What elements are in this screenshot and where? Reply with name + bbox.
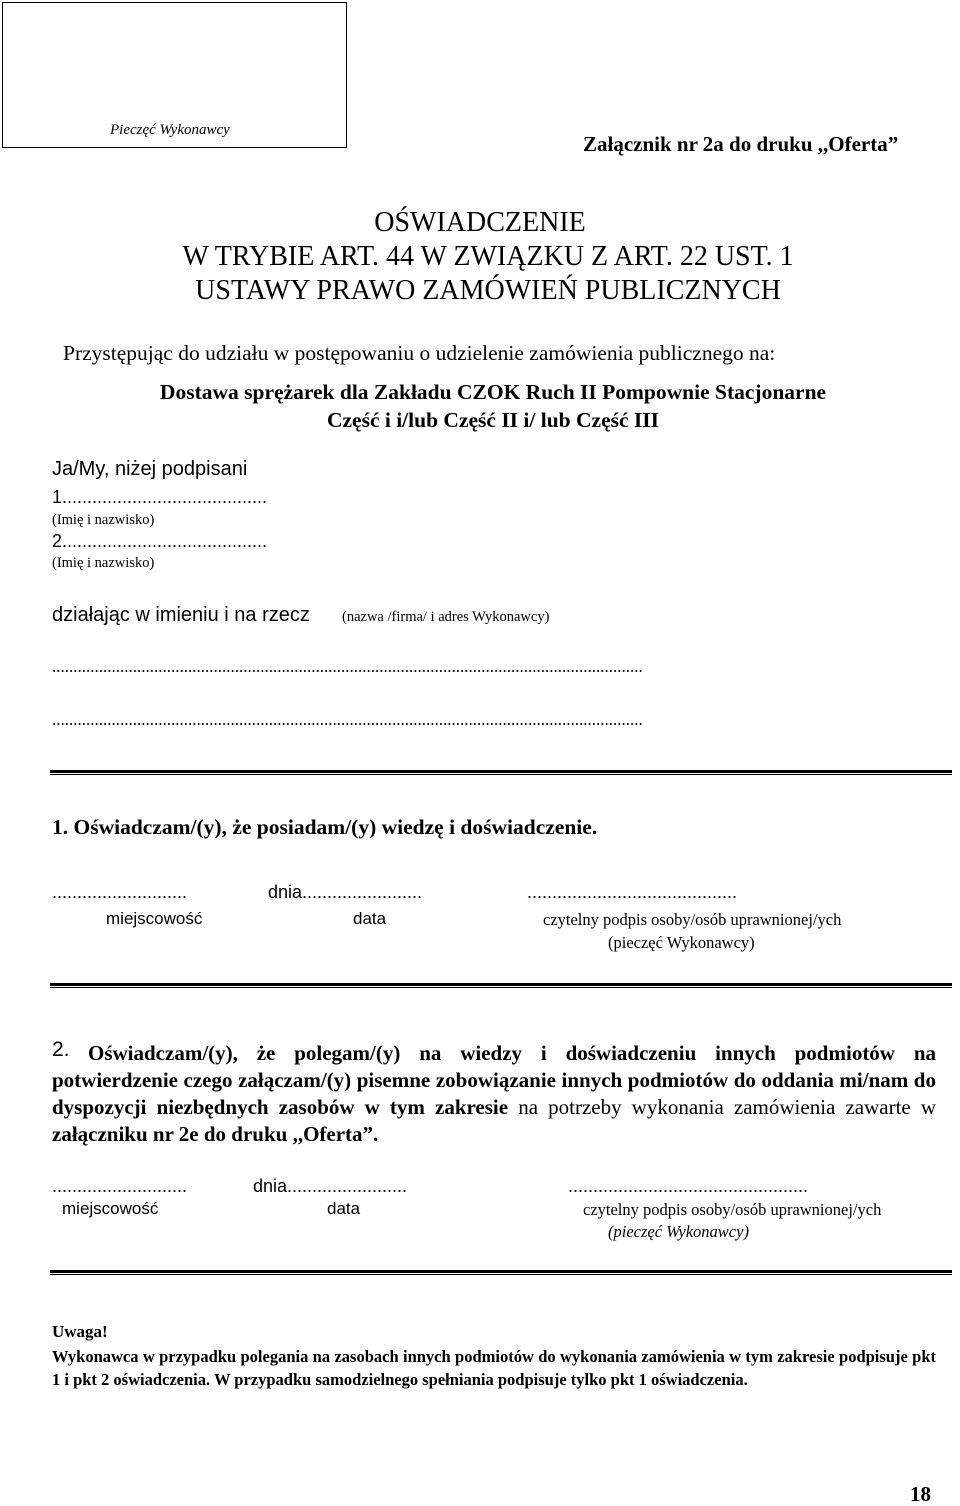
stamp-label: Pieczęć Wykonawcy bbox=[110, 122, 230, 138]
subject-line-1: Dostawa sprężarek dla Zakładu CZOK Ruch II Pompownie Stacjonarne bbox=[159, 380, 827, 404]
statement-1-signature-dots: .......................................... bbox=[527, 882, 738, 902]
statement-1-place-dots: ........................... bbox=[52, 882, 188, 902]
statement-2-date-label: data bbox=[327, 1199, 361, 1218]
signer-1-caption: (Imię i nazwisko) bbox=[52, 512, 155, 528]
signer-1-line: 1......................................... bbox=[52, 487, 268, 507]
statement-1-date-label: data bbox=[353, 909, 387, 928]
signer-2-line: 2......................................... bbox=[52, 531, 268, 551]
subject-line-2: Część i i/lub Część II i/ lub Część III bbox=[326, 408, 660, 432]
statement-1-text: 1. Oświadczam/(y), że posiadam/(y) wiedzę i doświadczenie. bbox=[52, 815, 598, 839]
title-line-3: USTAWY PRAWO ZAMÓWIEŃ PUBLICZNYCH bbox=[195, 275, 781, 306]
intro-text: Przystępując do udziału w postępowaniu o udzielenie zamówienia publicznego na: bbox=[63, 341, 776, 365]
statement-1-signature-label: czytelny podpis osoby/osób uprawnionej/ych bbox=[543, 910, 842, 929]
statement-1-date-dots: dnia........................ bbox=[268, 882, 423, 902]
statement-1-place-label: miejscowość bbox=[106, 909, 203, 928]
statement-2-place-dots: ........................... bbox=[52, 1176, 188, 1196]
double-rule-3 bbox=[50, 1270, 952, 1275]
note-text: Wykonawca w przypadku polegania na zasobach innych podmiotów do wykonania zamówienia w tym zakresie podpisuje pkt 1 i pkt 2 oświadczenia. W przypadku samodzielnego spełniania podpisuje tylko pkt 1 oświadczenia. bbox=[52, 1347, 936, 1389]
contractor-address-dots: ........................................................................................................................................... bbox=[52, 710, 643, 729]
title-line-1: OŚWIADCZENIE bbox=[374, 207, 586, 238]
double-rule-1 bbox=[50, 770, 952, 775]
acting-text: działając w imieniu i na rzecz bbox=[52, 604, 310, 626]
page-number: 18 bbox=[910, 1482, 931, 1506]
statement-2-place-label: miejscowość bbox=[62, 1199, 159, 1218]
statement-2-date-dots: dnia........................ bbox=[253, 1176, 408, 1196]
statement-1-stamp-label: (pieczęć Wykonawcy) bbox=[608, 933, 755, 952]
title-line-2: W TRYBIE ART. 44 W ZWIĄZKU Z ART. 22 UST. 1 bbox=[182, 241, 794, 272]
signer-2-caption: (Imię i nazwisko) bbox=[52, 555, 155, 571]
signers-heading: Ja/My, niżej podpisani bbox=[52, 458, 248, 480]
statement-2-stamp-label: (pieczęć Wykonawcy) bbox=[608, 1222, 749, 1241]
attachment-label: Załącznik nr 2a do druku ,,Oferta” bbox=[583, 132, 899, 156]
double-rule-2 bbox=[50, 983, 952, 988]
statement-2-text bbox=[52, 1040, 936, 1148]
acting-caption: (nazwa /firma/ i adres Wykonawcy) bbox=[342, 609, 550, 625]
statement-2-bold-part: Oświadczam/(y), że polegam/(y) na wiedzy i doświadczeniu innych podmiotów na potwierdzenie czego załączam/(y) pisemne zobowiązanie innych podmiotów do oddania mi/nam do dyspozycji niezbędnych zasobów w tym zakresie bbox=[52, 1041, 936, 1119]
contractor-name-dots: ........................................................................................................................................... bbox=[52, 657, 643, 676]
statement-2-signature-label: czytelny podpis osoby/osób uprawnionej/ych bbox=[583, 1200, 882, 1219]
statement-2-signature-dots: ................................................ bbox=[568, 1176, 809, 1196]
statement-2-number: 2. bbox=[52, 1038, 70, 1061]
statement-2-attachment-ref: załączniku nr 2e do druku ,,Oferta”. bbox=[52, 1122, 379, 1146]
statement-2-normal-part: na potrzeby wykonania zamówienia zawarte w bbox=[508, 1095, 937, 1119]
note-heading: Uwaga! bbox=[52, 1322, 108, 1341]
